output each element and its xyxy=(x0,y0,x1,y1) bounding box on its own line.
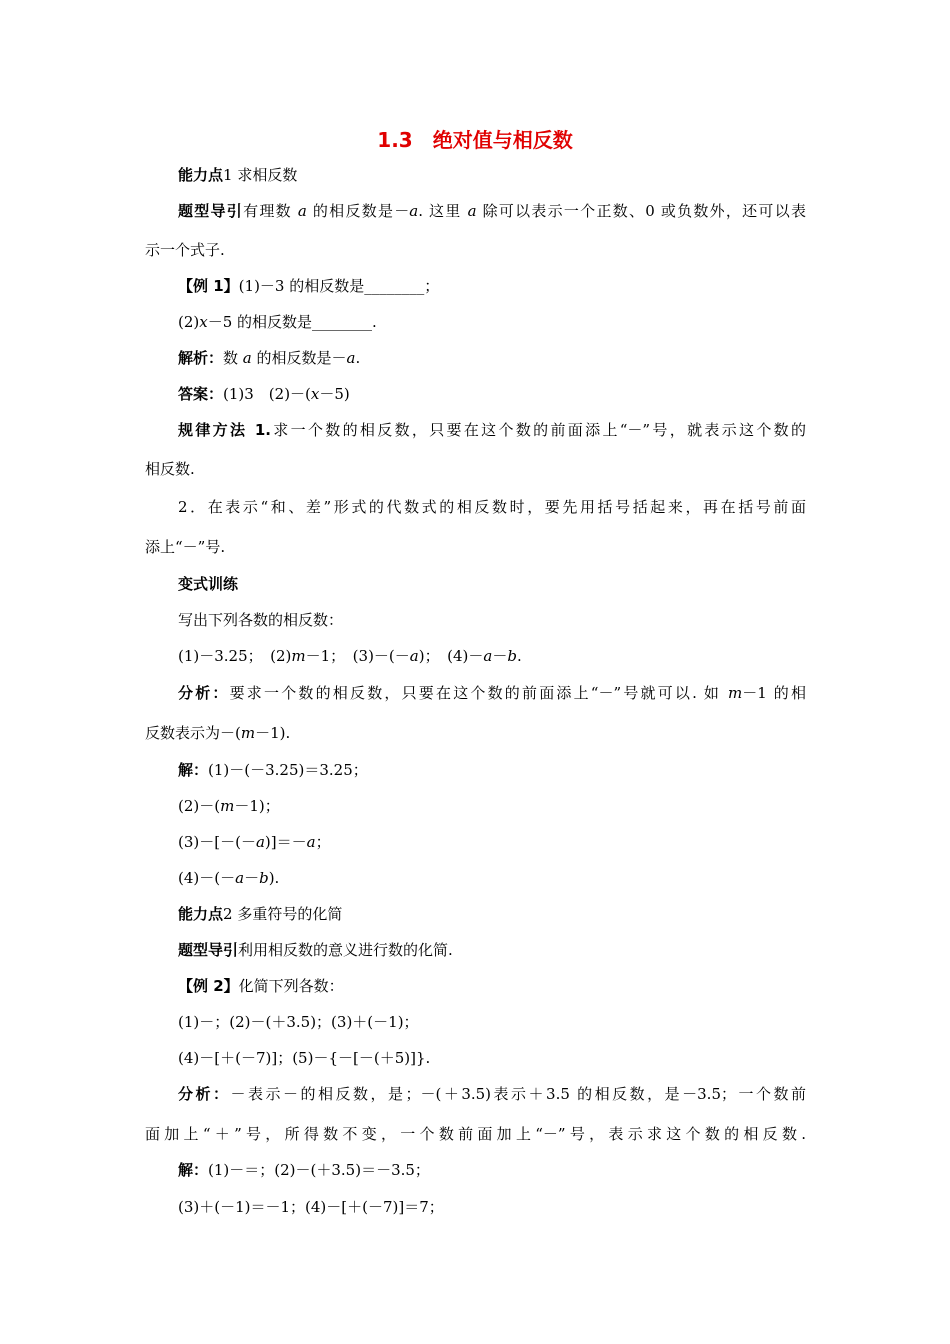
paragraph-line: 反数表示为－(m－1). xyxy=(145,724,291,742)
example-1-part-2: (2)x－5 的相反数是________. xyxy=(178,313,377,331)
method-2: 2．在表示“和、差”形式的代数式的相反数时，要先用括号括起来，再在括号前面 xyxy=(178,498,806,516)
solution-line: (2)－(m－1)； xyxy=(178,797,280,815)
solution-line: (4)－(－a－b). xyxy=(178,869,280,887)
paragraph-line: 示一个式子. xyxy=(145,241,225,259)
page-title: 1.3 绝对值与相反数 xyxy=(377,128,573,152)
solution-line: (3)＋(－1)＝－1；(4)－[＋(－7)]＝7； xyxy=(178,1198,444,1216)
analysis-3: 分析：－表示－的相反数，是；－(＋3.5)表示＋3.5 的相反数，是－3.5；一个数前 xyxy=(178,1085,806,1103)
ability-point-1: 能力点1 求相反数 xyxy=(178,166,298,184)
answer-1: 答案：(1)3 (2)－(x－5) xyxy=(178,385,350,403)
solution-line: (3)－[－(－a)]＝－a； xyxy=(178,833,331,851)
solution-2: 解：(1)－＝；(2)－(＋3.5)＝－3.5； xyxy=(178,1161,430,1179)
solution-1: 解：(1)－(－3.25)＝3.25； xyxy=(178,761,368,779)
paragraph-line: 添上“－”号. xyxy=(145,538,226,556)
paragraph-line: 相反数. xyxy=(145,460,195,478)
example-2: 【例 2】化简下列各数： xyxy=(178,977,344,995)
paragraph-line: 面加上“＋”号，所得数不变，一个数前面加上“－”号，表示求这个数的相反数. xyxy=(145,1125,806,1143)
example-2-items: (4)－[＋(－7)]；(5)－{－[－(＋5)]}. xyxy=(178,1049,431,1067)
method-1: 规律方法 1.求一个数的相反数，只要在这个数的前面添上“－”号，就表示这个数的 xyxy=(178,421,807,439)
practice-heading: 变式训练 xyxy=(178,575,239,593)
example-1: 【例 1】(1)－3 的相反数是________； xyxy=(178,277,440,295)
practice-items: (1)－3.25； (2)m－1； (3)－(－a)； (4)－a－b. xyxy=(178,647,522,665)
analysis-1: 解析：数 a 的相反数是－a. xyxy=(178,349,361,367)
ability-point-2: 能力点2 多重符号的化简 xyxy=(178,905,343,923)
question-guide-2: 题型导引利用相反数的意义进行数的化简. xyxy=(178,941,453,959)
analysis-2: 分析：要求一个数的相反数，只要在这个数的前面添上“－”号就可以. 如 m－1 的相 xyxy=(178,684,806,702)
example-2-items: (1)－；(2)－(＋3.5)；(3)＋(－1)； xyxy=(178,1013,419,1031)
practice-prompt: 写出下列各数的相反数： xyxy=(178,611,344,629)
question-guide-1: 题型导引有理数 a 的相反数是－a. 这里 a 除可以表示一个正数、0 或负数外，还可以表 xyxy=(178,202,806,220)
